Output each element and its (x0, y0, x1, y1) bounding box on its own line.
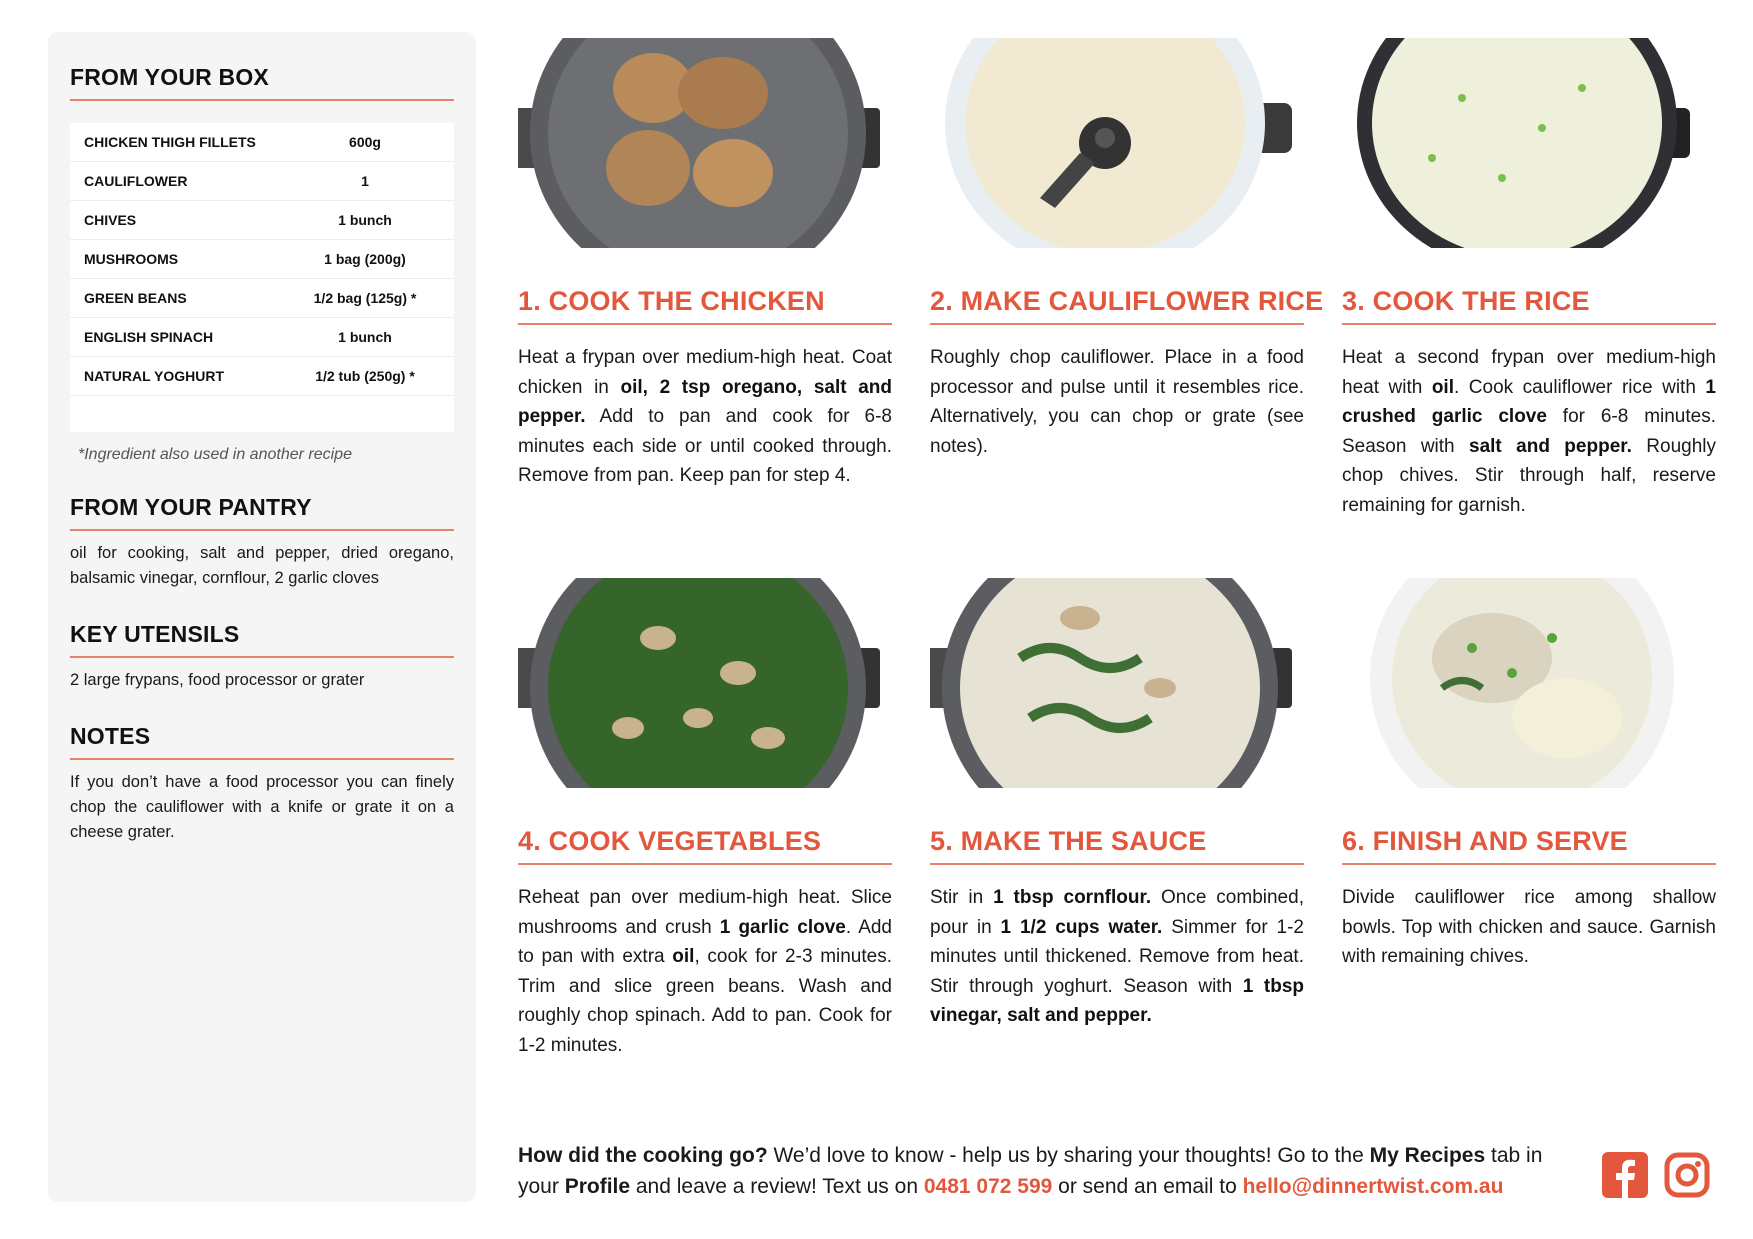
ingredient-qty: 1 bunch (276, 318, 454, 357)
step-5-title: 5. MAKE THE SAUCE (930, 826, 1304, 865)
step-4-text (518, 883, 892, 1060)
profile-link[interactable]: Profile (564, 1175, 631, 1198)
instruction-text: Roughly chop chives. Stir through half, reserve remaining for garnish. (1342, 435, 1716, 516)
pantry-section (70, 494, 454, 591)
my-recipes-link[interactable]: My Recipes (1369, 1144, 1486, 1167)
from-your-box-heading: FROM YOUR BOX (70, 64, 454, 101)
ingredient-name: CAULIFLOWER (70, 162, 276, 201)
instruction-text: Add to pan and cook for 6-8 minutes each side or until cooked through. Remove from pan. Keep pan for step 4. (518, 406, 892, 486)
ingredient-row (70, 240, 454, 279)
table-padding-row (70, 396, 454, 433)
notes-section (70, 723, 454, 845)
review-prompt (518, 1140, 1578, 1202)
step-3 (1342, 38, 1716, 520)
utensils-text: 2 large frypans, food processor or grater (70, 671, 365, 689)
step-5-text (930, 883, 1304, 1031)
ingredient-highlight: salt and pepper. (1469, 435, 1632, 457)
pantry-heading: FROM YOUR PANTRY (70, 494, 454, 531)
review-text-4: or send an email to (1052, 1175, 1243, 1198)
facebook-icon[interactable] (1602, 1152, 1648, 1203)
pantry-text: oil for cooking, salt and pepper, dried oregano, balsamic vinegar, cornflour, 2 garlic cloves (70, 544, 454, 587)
ingredient-highlight: 1 crushed garlic clove (1342, 376, 1716, 427)
ingredient-name: ENGLISH SPINACH (70, 318, 276, 357)
ingredient-qty: 1 (276, 162, 454, 201)
instruction-text: Heat a second frypan over medium-high heat with (1342, 347, 1716, 398)
ingredient-qty: 1/2 tub (250g) * (276, 357, 454, 396)
ingredient-row (70, 123, 454, 162)
instruction-text: . Add to pan with extra (518, 916, 892, 967)
ingredient-highlight: oil, 2 tsp oregano, salt and pepper. (518, 376, 892, 427)
ingredient-name: GREEN BEANS (70, 279, 276, 318)
step-2 (930, 38, 1324, 461)
step-1 (518, 38, 892, 491)
step-4-photo (518, 578, 880, 788)
step-3-photo (1342, 38, 1704, 248)
step-5 (930, 578, 1304, 1031)
ingredient-name: CHIVES (70, 201, 276, 240)
instruction-text: Divide cauliflower rice among shallow bowls. Top with chicken and sauce. Garnish with remaining chives. (1342, 887, 1716, 967)
ingredient-qty: 1 bag (200g) (276, 240, 454, 279)
step-5-photo (930, 578, 1292, 788)
email-link[interactable]: hello@dinnertwist.com.au (1242, 1175, 1504, 1198)
ingredients-table (70, 123, 454, 432)
ingredient-qty: 1 bunch (276, 201, 454, 240)
instagram-icon[interactable] (1664, 1152, 1710, 1203)
ingredient-highlight: 1 1/2 cups water. (1000, 916, 1163, 938)
review-question: How did the cooking go? (518, 1144, 768, 1167)
ingredient-highlight: 1 garlic clove (719, 916, 846, 938)
step-2-photo (930, 38, 1292, 248)
ingredient-footnote: *Ingredient also used in another recipe (78, 446, 352, 463)
phone-number-link[interactable]: 0481 072 599 (923, 1175, 1053, 1198)
ingredient-name: MUSHROOMS (70, 240, 276, 279)
step-1-title: 1. COOK THE CHICKEN (518, 286, 892, 325)
instruction-text: Once combined, pour in (930, 887, 1304, 938)
instruction-text: Simmer for 1-2 minutes until thickened. Remove from heat. Stir through yoghurt. Season with (930, 916, 1304, 997)
ingredient-row (70, 162, 454, 201)
notes-heading: NOTES (70, 723, 454, 760)
step-6-text (1342, 883, 1716, 972)
review-text-3: and leave a review! Text us on (630, 1175, 924, 1198)
ingredient-highlight: oil (672, 946, 695, 967)
review-text-2: tab in your (518, 1144, 1543, 1198)
instruction-text: Heat a frypan over medium-high heat. Coat chicken in (518, 347, 892, 398)
step-4-title: 4. COOK VEGETABLES (518, 826, 892, 865)
review-text-1: We’d love to know - help us by sharing your thoughts! Go to the (767, 1144, 1370, 1167)
ingredient-qty: 600g (276, 123, 454, 162)
step-3-text (1342, 343, 1716, 520)
step-3-title: 3. COOK THE RICE (1342, 286, 1716, 325)
step-6-photo (1342, 578, 1704, 788)
ingredient-highlight: 1 tbsp cornflour. (993, 887, 1152, 908)
ingredient-name: NATURAL YOGHURT (70, 357, 276, 396)
ingredients-sidebar (48, 32, 476, 1202)
ingredient-row (70, 279, 454, 318)
instruction-text: Reheat pan over medium-high heat. Slice mushrooms and crush (518, 887, 892, 938)
ingredient-highlight: 1 tbsp vinegar, salt and pepper. (930, 975, 1305, 1026)
ingredient-qty: 1/2 bag (125g) * (276, 279, 454, 318)
utensils-section (70, 621, 454, 693)
instruction-text: for 6-8 minutes. Season with (1342, 406, 1716, 457)
notes-text: If you don’t have a food processor you can finely chop the cauliflower with a knife or grate it on a cheese grater. (70, 773, 454, 841)
step-2-text (930, 343, 1304, 461)
ingredient-highlight: oil (1431, 376, 1454, 398)
ingredient-name: CHICKEN THIGH FILLETS (70, 123, 276, 162)
step-6-title: 6. FINISH AND SERVE (1342, 826, 1716, 865)
ingredient-row (70, 201, 454, 240)
step-1-text (518, 343, 892, 491)
ingredient-row (70, 357, 454, 396)
step-1-photo (518, 38, 880, 248)
instruction-text: Stir in (930, 887, 994, 908)
instruction-text: . Cook cauliflower rice with (1454, 376, 1706, 398)
step-2-title: 2. MAKE CAULIFLOWER RICE (930, 286, 1304, 325)
utensils-heading: KEY UTENSILS (70, 621, 454, 658)
instruction-text: , cook for 2-3 minutes. Trim and slice green beans. Wash and roughly chop spinach. Add to pan. Cook for 1-2 minutes. (518, 946, 892, 1056)
ingredient-row (70, 318, 454, 357)
step-4 (518, 578, 892, 1060)
instruction-text: Roughly chop cauliflower. Place in a food processor and pulse until it resembles rice. Alternatively, you can chop or grate (see notes). (930, 347, 1304, 457)
step-6 (1342, 578, 1716, 972)
